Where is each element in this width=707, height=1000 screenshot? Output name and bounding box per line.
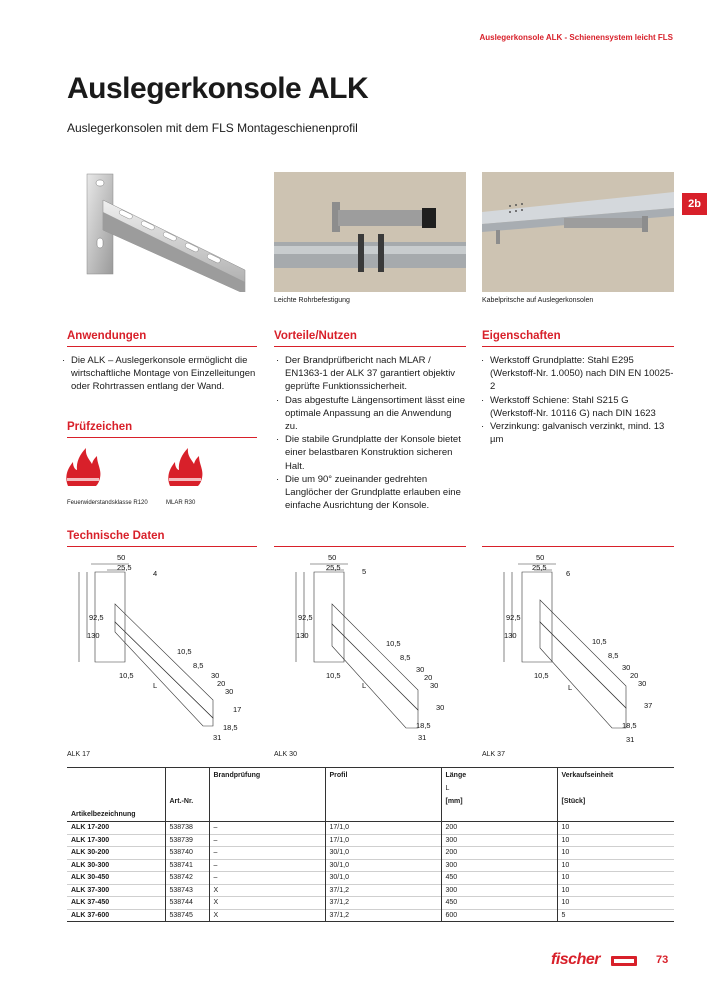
section-tab: 2b (682, 193, 707, 215)
brand-logo-badge-icon (611, 956, 637, 966)
dim-label: L (362, 681, 367, 690)
dim-label: 8,5 (608, 651, 619, 660)
dim-label: 20 (217, 679, 226, 688)
dim-label: 18,5 (223, 723, 238, 732)
drawing-alk-30 (274, 550, 464, 745)
brand-logo: fischer (551, 951, 600, 968)
dim-label: 10,5 (534, 671, 549, 680)
table-header-bezeichnung: Artikelbezeichnung (67, 808, 165, 822)
table-header-brand: Brandprüfung (209, 768, 325, 783)
dim-label: 20 (424, 673, 433, 682)
dim-label: 8,5 (400, 653, 411, 662)
header-breadcrumb: Auslegerkonsole ALK - Schienensystem leicht FLS (479, 33, 673, 42)
dim-label: 31 (213, 733, 222, 742)
table-header-ve: Verkaufseinheit (557, 768, 674, 783)
techdata-rule-3 (482, 546, 674, 547)
page-number: 73 (656, 954, 669, 966)
pruefzeichen-heading: Prüfzeichen (67, 421, 133, 433)
dim-label: 50 (536, 553, 545, 562)
page-title: Auslegerkonsole ALK (67, 72, 369, 105)
dim-label: 17 (233, 705, 242, 714)
dim-label: 25,5 (532, 563, 547, 572)
dim-label: 92,5 (89, 613, 104, 622)
dim-label: 30 (211, 671, 220, 680)
table-header-ve-unit: [Stück] (557, 795, 674, 808)
dim-label: 31 (418, 733, 427, 742)
list-item: · Der Brandprüfbericht nach MLAR / EN1363-1 der ALK 37 garantiert objektiv geprüfte Funktionssicherheit. (276, 354, 466, 394)
fire-r120-label: Feuerwiderstandsklasse R120 (67, 500, 148, 506)
photo-caption-3: Kabelpritsche auf Auslegerkonsolen (482, 297, 594, 304)
list-item: · Werkstoff Grundplatte: Stahl E295 (Werkstoff-Nr. 1.0050) nach DIN EN 10025-2 (481, 354, 677, 394)
dim-label: 10,5 (119, 671, 134, 680)
list-item: · Werkstoff Schiene: Stahl S215 G (Werkstoff-Nr. 10116 G) nach DIN 1623 (481, 394, 677, 420)
drawing-caption-2: ALK 30 (274, 751, 297, 758)
dim-label: 92,5 (298, 613, 313, 622)
fire-mlar-label: MLAR R30 (166, 500, 196, 506)
dim-label: 130 (87, 631, 100, 640)
product-table (67, 767, 674, 922)
dim-label: 10,5 (326, 671, 341, 680)
table-header-artnr: Art.-Nr. (165, 795, 209, 808)
table-header-empty (165, 768, 209, 783)
dim-label: 30 (638, 679, 647, 688)
dim-label: 8,5 (193, 661, 204, 670)
table-header-profil: Profil (325, 768, 441, 783)
drawing-alk-17 (67, 550, 257, 745)
dim-label: 25,5 (326, 563, 341, 572)
dim-label: 6 (566, 569, 571, 578)
table-row: ALK 30-450 538742 – 30/1,0 450 10 (67, 872, 674, 885)
vorteile-rule (274, 346, 466, 347)
anwendungen-list (62, 354, 262, 394)
drawing-alk-37 (482, 550, 672, 745)
photo-caption-2: Leichte Rohrbefestigung (274, 297, 350, 304)
dim-label: 50 (117, 553, 126, 562)
table-row: ALK 30-200 538740 – 30/1,0 200 10 (67, 847, 674, 860)
list-item: · Die ALK – Auslegerkonsole ermöglicht die wirtschaftliche Montage von Einzelleitungen oder Rohrtrassen entlang der Wand. (62, 354, 262, 394)
table-row: ALK 30-300 538741 – 30/1,0 300 10 (67, 859, 674, 872)
dim-label: 30 (436, 703, 445, 712)
drawing-caption-3: ALK 37 (482, 751, 505, 758)
table-row: ALK 37-600 538745 X 37/1,2 600 5 (67, 909, 674, 922)
table-header-empty (67, 768, 165, 783)
dim-label: 25,5 (117, 563, 132, 572)
eigenschaften-rule (482, 346, 674, 347)
techdata-rule (67, 546, 257, 547)
table-row: ALK 37-300 538743 X 37/1,2 300 10 (67, 884, 674, 897)
list-item: · Die um 90° zueinander gedrehten Langlöcher der Grundplatte erlauben eine einfache Ausrichtung der Konsole. (276, 473, 466, 513)
dim-label: 5 (362, 567, 367, 576)
list-item: · Das abgestufte Längensortiment lässt eine optimale Anpassung an die Anwendung zu. (276, 394, 466, 434)
list-item: · Die stabile Grundplatte der Konsole bietet einer belastbaren Konstruktion sicheren Halt. (276, 433, 466, 473)
fire-r120-icon (64, 446, 102, 488)
table-row: ALK 17-300 538739 – 17/1,0 300 10 (67, 834, 674, 847)
dim-label: 130 (504, 631, 517, 640)
page-subtitle: Auslegerkonsolen mit dem FLS Montageschienenprofil (67, 121, 358, 135)
dim-label: 30 (416, 665, 425, 674)
photo-pipe-mounting (274, 172, 466, 292)
dim-label: 92,5 (506, 613, 521, 622)
dim-label: L (568, 683, 573, 692)
table-header-laenge-symbol: L (441, 782, 557, 795)
dim-label: L (153, 681, 158, 690)
product-photo-bracket (67, 172, 257, 292)
photo-cable-tray (482, 172, 674, 292)
table-header-laenge-unit: [mm] (441, 795, 557, 808)
dim-label: 37 (644, 701, 653, 710)
dim-label: 18,5 (622, 721, 637, 730)
vorteile-heading: Vorteile/Nutzen (274, 330, 357, 342)
dim-label: 50 (328, 553, 337, 562)
dim-label: 4 (153, 569, 158, 578)
dim-label: 10,5 (592, 637, 607, 646)
vorteile-list (276, 354, 466, 512)
drawing-caption-1: ALK 17 (67, 751, 90, 758)
anwendungen-rule (67, 346, 257, 347)
list-item: · Verzinkung: galvanisch verzinkt, mind. 13 µm (481, 420, 677, 446)
dim-label: 20 (630, 671, 639, 680)
anwendungen-heading: Anwendungen (67, 330, 147, 342)
dim-label: 10,5 (177, 647, 192, 656)
eigenschaften-heading: Eigenschaften (482, 330, 561, 342)
dim-label: 30 (225, 687, 234, 696)
table-row: ALK 17-200 538738 – 17/1,0 200 10 (67, 822, 674, 835)
table-row: ALK 37-450 538744 X 37/1,2 450 10 (67, 897, 674, 910)
dim-label: 31 (626, 735, 635, 744)
dim-label: 18,5 (416, 721, 431, 730)
techdata-rule-2 (274, 546, 466, 547)
dim-label: 130 (296, 631, 309, 640)
table-header-laenge: Länge (441, 768, 557, 783)
dim-label: 10,5 (386, 639, 401, 648)
techdata-heading: Technische Daten (67, 530, 165, 542)
dim-label: 30 (622, 663, 631, 672)
dim-label: 30 (430, 681, 439, 690)
pruefzeichen-rule (67, 437, 257, 438)
fire-mlar-icon (166, 446, 204, 488)
eigenschaften-list (481, 354, 677, 446)
